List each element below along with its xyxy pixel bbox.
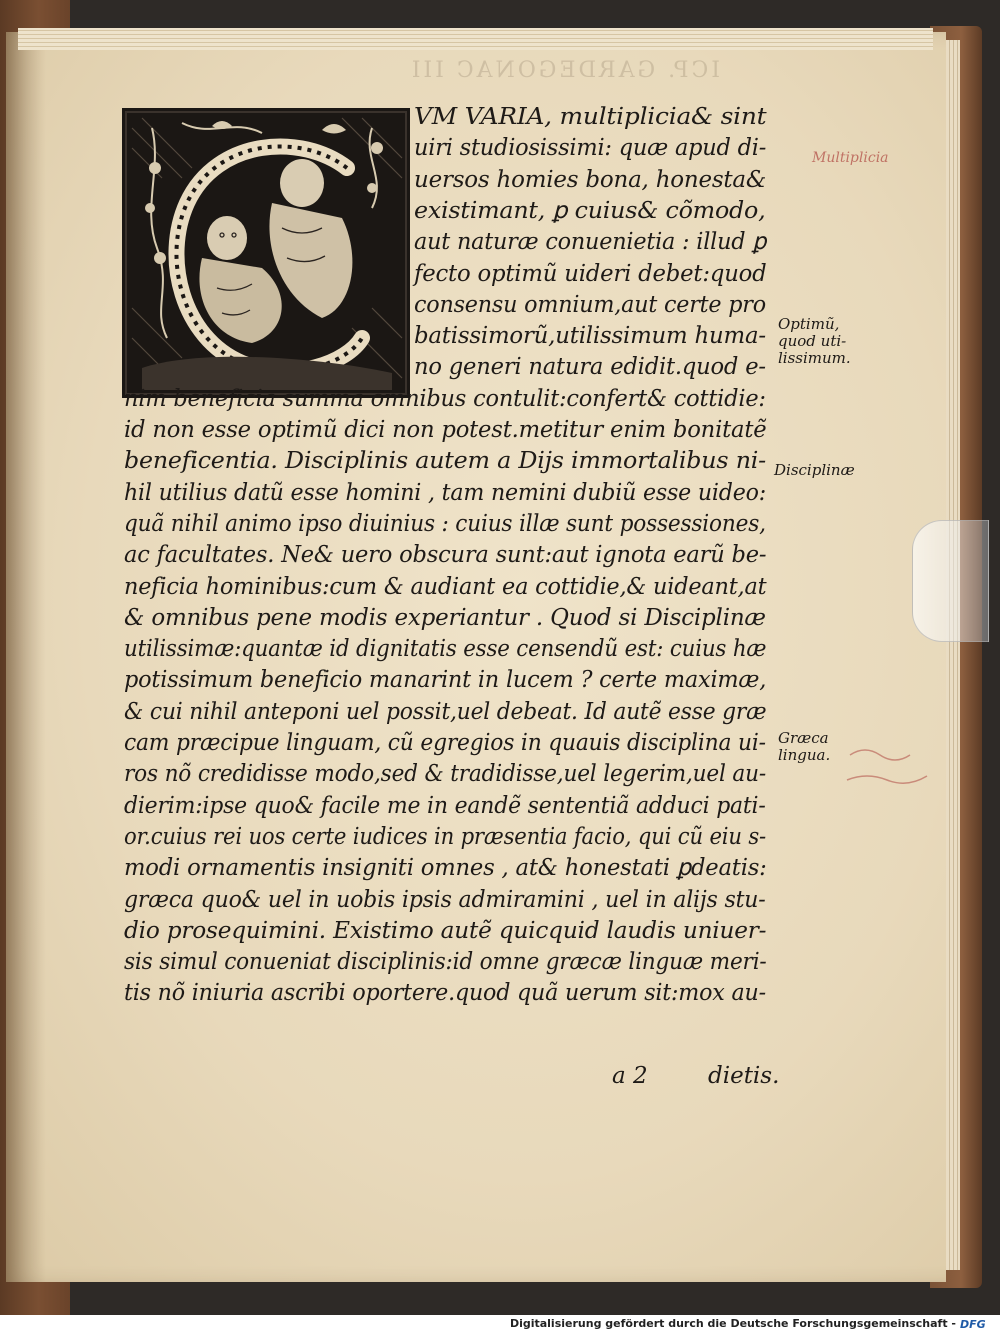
handwritten-scribble-icon <box>845 735 930 795</box>
margin-note-line: lingua. <box>778 746 831 764</box>
text-line: uersos homies bona, honesta& <box>414 166 767 193</box>
woodcut-initial-c-icon <box>122 108 410 398</box>
text-line: ac facultates. Ne& uero obscura sunt:aut ignota earũ be- <box>124 542 767 569</box>
text-line: ros nõ credidisse modo,sed & tradidisse,uel legerim,uel au- <box>124 761 766 788</box>
text-line: tis nõ iniuria ascribi oportere.quod quã uerum sit:mox au- <box>124 980 766 1007</box>
text-line: aut naturæ conuenietia : illud ꝑ <box>414 229 767 256</box>
text-line: batissimorũ,utilissimum huma- <box>414 323 766 350</box>
margin-note-line: quod uti- <box>778 332 847 350</box>
text-line: VM VARIA, multiplicia& sint <box>414 104 767 130</box>
text-line: hil utilius datũ esse homini , tam nemini dubiũ esse uideo: <box>124 479 767 506</box>
margin-note-line: lissimum. <box>778 349 851 367</box>
text-line: sis simul conueniat disciplinis:id omne græcæ linguæ meri- <box>124 949 767 976</box>
margin-note-line: Optimũ, <box>778 315 840 333</box>
text-line: potissimum beneficio manarint in lucem ? certe maximæ, <box>124 667 767 694</box>
text-line: uiri studiosissimi: quæ apud di- <box>414 135 767 162</box>
text-line: neficia hominibus:cum & audiant ea cottidie,& uideant,at <box>124 573 767 600</box>
margin-note-optimum <box>778 316 851 367</box>
margin-note-graeca <box>778 730 830 764</box>
text-line: modi ornamentis insigniti omnes , at& honestati ꝑdeatis: <box>124 855 767 882</box>
catchword: dietis. <box>708 1063 780 1089</box>
text-line: cam præcipue linguam, cũ egregios in quauis disciplina ui- <box>124 730 766 756</box>
text-line: dierim:ipse quo& facile me in eandẽ sententiã adduci pati- <box>124 792 766 819</box>
handwritten-note: Multiplicia <box>812 150 889 166</box>
text-line: nim beneficia summa omnibus contulit:confert& cottidie: <box>124 385 766 412</box>
text-line: beneficentia. Disciplinis autem a Dijs immortalibus ni- <box>124 448 766 475</box>
text-line: fecto optimũ uideri debet:quod <box>414 260 767 287</box>
text-line: & omnibus pene modis experiantur . Quod si Disciplinæ <box>124 604 766 631</box>
text-line: quã nihil animo ipso diuinius : cuius illæ sunt possessiones, <box>124 510 766 537</box>
text-line: or.cuius rei uos certe iudices in præsentia facio, qui cũ eiu s- <box>124 823 767 850</box>
gutter-shadow <box>6 32 46 1282</box>
text-line: græca quo& uel in uobis ipsis admiramini , uel in alijs stu- <box>124 886 766 913</box>
signature-mark: a 2 <box>612 1063 648 1089</box>
text-line: no generi natura edidit.quod e- <box>414 354 766 381</box>
page-top-edge <box>18 28 933 50</box>
text-line: consensu omnium,aut certe pro <box>414 291 766 318</box>
text-line: id non esse optimũ dici non potest.metitur enim bonitatẽ <box>124 417 767 443</box>
text-line: & cui nihil anteponi uel possit,uel debeat. Id autẽ esse græ <box>124 698 767 725</box>
page-clip <box>912 520 989 642</box>
footer-bar <box>0 1315 1000 1336</box>
footer-credit: Digitalisierung gefördert durch die Deutsche Forschungsgemeinschaft - <box>509 1317 956 1330</box>
margin-note-line: Disciplinæ <box>774 461 855 479</box>
text-line: dio prosequimini. Existimo autẽ quicquid laudis uniuer- <box>124 917 767 944</box>
margin-note-disciplinae <box>774 462 855 479</box>
margin-note-line: Græca <box>778 729 829 747</box>
running-head-bleedthrough: ICP. GARDEGONAC III <box>408 58 720 83</box>
text-line: utilissimæ:quantæ id dignitatis esse censendũ est: cuius hæ <box>124 636 767 663</box>
dfg-logo: DFG <box>960 1318 986 1331</box>
text-line: existimant, ꝑ cuius& cõmodo, <box>414 197 766 224</box>
